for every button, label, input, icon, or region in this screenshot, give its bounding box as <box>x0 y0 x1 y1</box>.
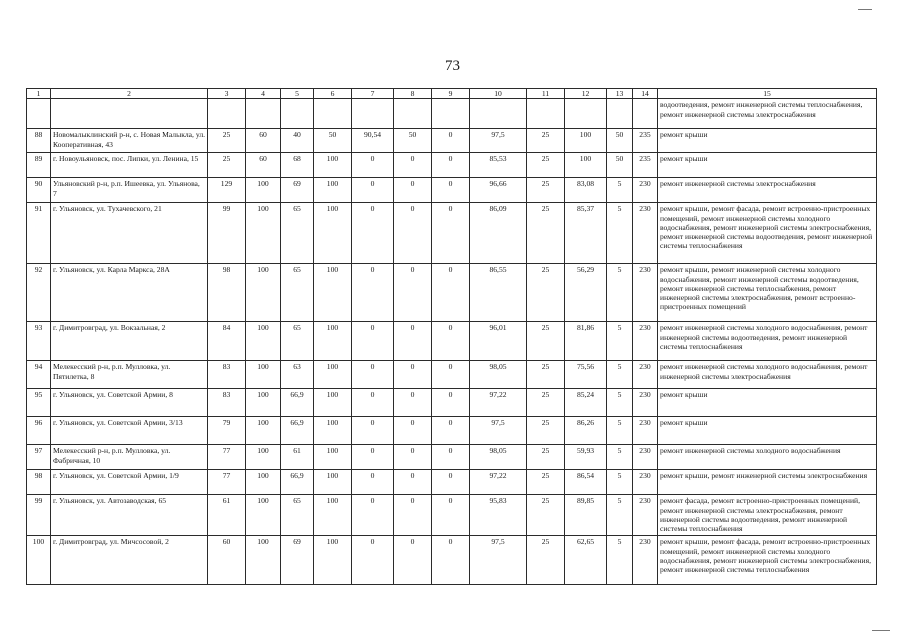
value-col-6: 100 <box>314 445 352 470</box>
value-col-9: 0 <box>432 129 470 153</box>
table-row <box>27 264 877 322</box>
value-col-14: 235 <box>633 129 658 153</box>
table-row <box>27 178 877 203</box>
value-col-10: 95,83 <box>470 495 527 536</box>
address <box>51 99 208 129</box>
value-col-4: 100 <box>246 536 281 585</box>
column-number: 1 <box>27 89 51 99</box>
value-col-12: 85,24 <box>565 389 607 417</box>
value-col-7: 0 <box>352 153 394 178</box>
value-col-6: 100 <box>314 178 352 203</box>
column-number: 9 <box>432 89 470 99</box>
value-col-14: 230 <box>633 495 658 536</box>
value-col-10: 97,22 <box>470 470 527 495</box>
column-number: 6 <box>314 89 352 99</box>
value-col-7: 0 <box>352 495 394 536</box>
scan-artifact <box>858 9 872 10</box>
value-col-12: 56,29 <box>565 264 607 322</box>
value-col-3: 129 <box>208 178 246 203</box>
column-number: 5 <box>281 89 314 99</box>
value-col-3: 83 <box>208 389 246 417</box>
value-col-10: 96,66 <box>470 178 527 203</box>
column-number: 15 <box>658 89 877 99</box>
value-col-10: 97,22 <box>470 389 527 417</box>
value-col-5: 66,9 <box>281 470 314 495</box>
value-col-9: 0 <box>432 264 470 322</box>
value-col-5 <box>281 99 314 129</box>
value-col-8: 0 <box>394 153 432 178</box>
value-col-8: 0 <box>394 495 432 536</box>
value-col-13: 5 <box>607 417 633 445</box>
value-col-6: 100 <box>314 153 352 178</box>
value-col-4: 60 <box>246 129 281 153</box>
works-list: ремонт крыши, ремонт инженерной системы электроснабжения <box>658 470 877 495</box>
value-col-13: 5 <box>607 361 633 389</box>
value-col-6: 100 <box>314 495 352 536</box>
value-col-3: 77 <box>208 470 246 495</box>
value-col-3: 83 <box>208 361 246 389</box>
works-list: ремонт инженерной системы холодного водоснабжения, ремонт инженерной системы электроснабжения <box>658 361 877 389</box>
works-list: ремонт инженерной системы холодного водоснабжения <box>658 445 877 470</box>
row-number: 90 <box>27 178 51 203</box>
value-col-10: 96,01 <box>470 322 527 361</box>
value-col-6 <box>314 99 352 129</box>
value-col-12: 59,93 <box>565 445 607 470</box>
table-row <box>27 129 877 153</box>
value-col-13: 5 <box>607 322 633 361</box>
address: г. Ульяновск, ул. Автозаводская, 65 <box>51 495 208 536</box>
value-col-4: 100 <box>246 264 281 322</box>
value-col-11 <box>527 99 565 129</box>
value-col-14: 230 <box>633 417 658 445</box>
value-col-12: 86,26 <box>565 417 607 445</box>
value-col-7: 0 <box>352 536 394 585</box>
value-col-5: 65 <box>281 495 314 536</box>
value-col-13: 5 <box>607 178 633 203</box>
row-number: 89 <box>27 153 51 178</box>
value-col-6: 100 <box>314 322 352 361</box>
column-number: 12 <box>565 89 607 99</box>
value-col-6: 100 <box>314 470 352 495</box>
value-col-10: 97,5 <box>470 129 527 153</box>
value-col-11: 25 <box>527 153 565 178</box>
value-col-11: 25 <box>527 470 565 495</box>
value-col-12: 86,54 <box>565 470 607 495</box>
value-col-3: 77 <box>208 445 246 470</box>
value-col-4: 100 <box>246 470 281 495</box>
value-col-12: 100 <box>565 153 607 178</box>
value-col-4: 100 <box>246 322 281 361</box>
column-number: 13 <box>607 89 633 99</box>
column-number: 14 <box>633 89 658 99</box>
value-col-8 <box>394 99 432 129</box>
value-col-5: 63 <box>281 361 314 389</box>
value-col-14: 230 <box>633 389 658 417</box>
value-col-4 <box>246 99 281 129</box>
works-list: водоотведения, ремонт инженерной системы теплоснабжения, ремонт инженерной системы электроснабжения <box>658 99 877 129</box>
value-col-3: 98 <box>208 264 246 322</box>
value-col-8: 0 <box>394 203 432 264</box>
value-col-7: 0 <box>352 203 394 264</box>
address: Новомалыклинский р-н, с. Новая Малыкла, ул. Кооперативная, 43 <box>51 129 208 153</box>
value-col-9: 0 <box>432 417 470 445</box>
value-col-11: 25 <box>527 203 565 264</box>
value-col-4: 100 <box>246 203 281 264</box>
value-col-11: 25 <box>527 322 565 361</box>
value-col-5: 69 <box>281 536 314 585</box>
value-col-10: 86,09 <box>470 203 527 264</box>
value-col-3 <box>208 99 246 129</box>
address: г. Ульяновск, ул. Карла Маркса, 28А <box>51 264 208 322</box>
column-number: 7 <box>352 89 394 99</box>
value-col-9: 0 <box>432 389 470 417</box>
row-number <box>27 99 51 129</box>
row-number: 98 <box>27 470 51 495</box>
value-col-7: 0 <box>352 389 394 417</box>
value-col-12: 62,65 <box>565 536 607 585</box>
value-col-14: 230 <box>633 178 658 203</box>
value-col-8: 0 <box>394 389 432 417</box>
address: Мелекесский р-н, р.п. Мулловка, ул. Пятилетка, 8 <box>51 361 208 389</box>
table-row <box>27 470 877 495</box>
value-col-6: 100 <box>314 417 352 445</box>
value-col-3: 25 <box>208 153 246 178</box>
value-col-3: 60 <box>208 536 246 585</box>
row-number: 91 <box>27 203 51 264</box>
value-col-9: 0 <box>432 445 470 470</box>
works-list: ремонт инженерной системы холодного водоснабжения, ремонт инженерной системы водоотведения, ремонт инженерной системы теплоснабжения <box>658 322 877 361</box>
value-col-6: 100 <box>314 389 352 417</box>
value-col-14: 230 <box>633 470 658 495</box>
value-col-3: 84 <box>208 322 246 361</box>
address: г. Димитровград, ул. Мичсосовой, 2 <box>51 536 208 585</box>
value-col-12: 83,08 <box>565 178 607 203</box>
value-col-12: 89,85 <box>565 495 607 536</box>
value-col-6: 100 <box>314 361 352 389</box>
value-col-5: 69 <box>281 178 314 203</box>
value-col-5: 65 <box>281 264 314 322</box>
row-number: 88 <box>27 129 51 153</box>
value-col-14: 230 <box>633 361 658 389</box>
address: г. Ульяновск, ул. Тухачевского, 21 <box>51 203 208 264</box>
value-col-5: 40 <box>281 129 314 153</box>
row-number: 93 <box>27 322 51 361</box>
value-col-13: 5 <box>607 203 633 264</box>
value-col-7: 0 <box>352 322 394 361</box>
value-col-4: 100 <box>246 361 281 389</box>
value-col-11: 25 <box>527 178 565 203</box>
value-col-8: 0 <box>394 445 432 470</box>
value-col-11: 25 <box>527 495 565 536</box>
value-col-7: 0 <box>352 417 394 445</box>
table-row <box>27 361 877 389</box>
works-list: ремонт крыши, ремонт фасада, ремонт встроенно-пристроенных помещений, ремонт инженерной системы холодного водоснабжения, ремонт инженерной системы электроснабжения, ремонт инженерной системы водоотведения, ремонт инженерной системы теплоснабжения <box>658 203 877 264</box>
works-list: ремонт крыши, ремонт инженерной системы холодного водоснабжения, ремонт инженерной системы водоотведения, ремонт инженерной системы теплоснабжения, ремонт инженерной системы электроснабжения, ремонт встроенно-пристроенных помещений <box>658 264 877 322</box>
value-col-11: 25 <box>527 264 565 322</box>
value-col-8: 0 <box>394 417 432 445</box>
table-row <box>27 417 877 445</box>
value-col-9: 0 <box>432 322 470 361</box>
works-list: ремонт крыши, ремонт фасада, ремонт встроенно-пристроенных помещений, ремонт инженерной системы холодного водоснабжения, ремонт инженерной системы электроснабжения, ремонт инженерной системы теплоснабжения <box>658 536 877 585</box>
works-list: ремонт фасада, ремонт встроенно-пристроенных помещений, ремонт инженерной системы электроснабжения, ремонт инженерной системы водоотведения, ремонт инженерной системы теплоснабжения <box>658 495 877 536</box>
value-col-4: 100 <box>246 178 281 203</box>
value-col-10 <box>470 99 527 129</box>
value-col-13: 5 <box>607 495 633 536</box>
value-col-8: 50 <box>394 129 432 153</box>
value-col-9: 0 <box>432 495 470 536</box>
value-col-3: 25 <box>208 129 246 153</box>
value-col-13: 50 <box>607 129 633 153</box>
value-col-3: 99 <box>208 203 246 264</box>
address: г. Новоульяновск, пос. Липки, ул. Ленина, 15 <box>51 153 208 178</box>
value-col-13: 5 <box>607 470 633 495</box>
address: Мелекесский р-н, р.п. Мулловка, ул. Фабричная, 10 <box>51 445 208 470</box>
value-col-14: 230 <box>633 536 658 585</box>
works-list: ремонт крыши <box>658 417 877 445</box>
works-list: ремонт крыши <box>658 153 877 178</box>
address: г. Ульяновск, ул. Советской Армии, 3/13 <box>51 417 208 445</box>
value-col-10: 85,53 <box>470 153 527 178</box>
table-row <box>27 203 877 264</box>
value-col-9: 0 <box>432 153 470 178</box>
column-number: 10 <box>470 89 527 99</box>
row-number: 97 <box>27 445 51 470</box>
scan-artifact <box>872 630 890 631</box>
table-row <box>27 153 877 178</box>
value-col-5: 68 <box>281 153 314 178</box>
value-col-14: 230 <box>633 322 658 361</box>
value-col-4: 100 <box>246 495 281 536</box>
address: г. Димитровград, ул. Вокзальная, 2 <box>51 322 208 361</box>
value-col-12: 85,37 <box>565 203 607 264</box>
value-col-8: 0 <box>394 536 432 585</box>
value-col-6: 50 <box>314 129 352 153</box>
value-col-3: 79 <box>208 417 246 445</box>
value-col-10: 86,55 <box>470 264 527 322</box>
value-col-8: 0 <box>394 322 432 361</box>
value-col-4: 100 <box>246 417 281 445</box>
value-col-11: 25 <box>527 445 565 470</box>
value-col-4: 60 <box>246 153 281 178</box>
value-col-11: 25 <box>527 129 565 153</box>
value-col-6: 100 <box>314 264 352 322</box>
works-list: ремонт крыши <box>658 129 877 153</box>
value-col-13 <box>607 99 633 129</box>
address: Ульяновский р-н, р.п. Ишеевка, ул. Ульянова, 7 <box>51 178 208 203</box>
value-col-13: 5 <box>607 389 633 417</box>
value-col-14 <box>633 99 658 129</box>
row-number: 96 <box>27 417 51 445</box>
column-number: 4 <box>246 89 281 99</box>
page-number: 73 <box>445 58 460 74</box>
value-col-12: 75,56 <box>565 361 607 389</box>
value-col-8: 0 <box>394 361 432 389</box>
value-col-12: 81,86 <box>565 322 607 361</box>
value-col-9: 0 <box>432 178 470 203</box>
row-number: 95 <box>27 389 51 417</box>
value-col-7: 0 <box>352 445 394 470</box>
data-table <box>26 88 877 585</box>
value-col-6: 100 <box>314 536 352 585</box>
value-col-7: 90,54 <box>352 129 394 153</box>
value-col-10: 98,05 <box>470 361 527 389</box>
value-col-7: 0 <box>352 470 394 495</box>
value-col-8: 0 <box>394 264 432 322</box>
row-number: 100 <box>27 536 51 585</box>
value-col-14: 230 <box>633 445 658 470</box>
value-col-5: 65 <box>281 203 314 264</box>
value-col-7: 0 <box>352 264 394 322</box>
works-list: ремонт крыши <box>658 389 877 417</box>
column-number: 3 <box>208 89 246 99</box>
row-number: 92 <box>27 264 51 322</box>
value-col-7: 0 <box>352 361 394 389</box>
table-row <box>27 99 877 129</box>
value-col-4: 100 <box>246 389 281 417</box>
value-col-13: 5 <box>607 536 633 585</box>
table-row <box>27 322 877 361</box>
value-col-9: 0 <box>432 536 470 585</box>
address: г. Ульяновск, ул. Советской Армии, 8 <box>51 389 208 417</box>
row-number: 94 <box>27 361 51 389</box>
value-col-7 <box>352 99 394 129</box>
column-number: 11 <box>527 89 565 99</box>
value-col-11: 25 <box>527 361 565 389</box>
value-col-13: 5 <box>607 445 633 470</box>
value-col-12 <box>565 99 607 129</box>
row-number: 99 <box>27 495 51 536</box>
value-col-10: 97,5 <box>470 417 527 445</box>
value-col-5: 61 <box>281 445 314 470</box>
value-col-9: 0 <box>432 361 470 389</box>
value-col-14: 230 <box>633 264 658 322</box>
value-col-5: 66,9 <box>281 389 314 417</box>
value-col-3: 61 <box>208 495 246 536</box>
table-row <box>27 536 877 585</box>
table-row <box>27 495 877 536</box>
value-col-9: 0 <box>432 470 470 495</box>
table-row <box>27 445 877 470</box>
value-col-9 <box>432 99 470 129</box>
works-list: ремонт инженерной системы электроснабжения <box>658 178 877 203</box>
value-col-11: 25 <box>527 389 565 417</box>
value-col-14: 235 <box>633 153 658 178</box>
value-col-6: 100 <box>314 203 352 264</box>
value-col-8: 0 <box>394 470 432 495</box>
value-col-12: 100 <box>565 129 607 153</box>
value-col-5: 65 <box>281 322 314 361</box>
value-col-14: 230 <box>633 203 658 264</box>
value-col-13: 5 <box>607 264 633 322</box>
address: г. Ульяновск, ул. Советской Армии, 1/9 <box>51 470 208 495</box>
value-col-11: 25 <box>527 417 565 445</box>
value-col-10: 97,5 <box>470 536 527 585</box>
column-number: 8 <box>394 89 432 99</box>
column-number: 2 <box>51 89 208 99</box>
value-col-8: 0 <box>394 178 432 203</box>
value-col-9: 0 <box>432 203 470 264</box>
value-col-7: 0 <box>352 178 394 203</box>
value-col-13: 50 <box>607 153 633 178</box>
table-row <box>27 389 877 417</box>
column-number-row <box>27 89 877 99</box>
value-col-5: 66,9 <box>281 417 314 445</box>
value-col-4: 100 <box>246 445 281 470</box>
value-col-10: 98,05 <box>470 445 527 470</box>
value-col-11: 25 <box>527 536 565 585</box>
